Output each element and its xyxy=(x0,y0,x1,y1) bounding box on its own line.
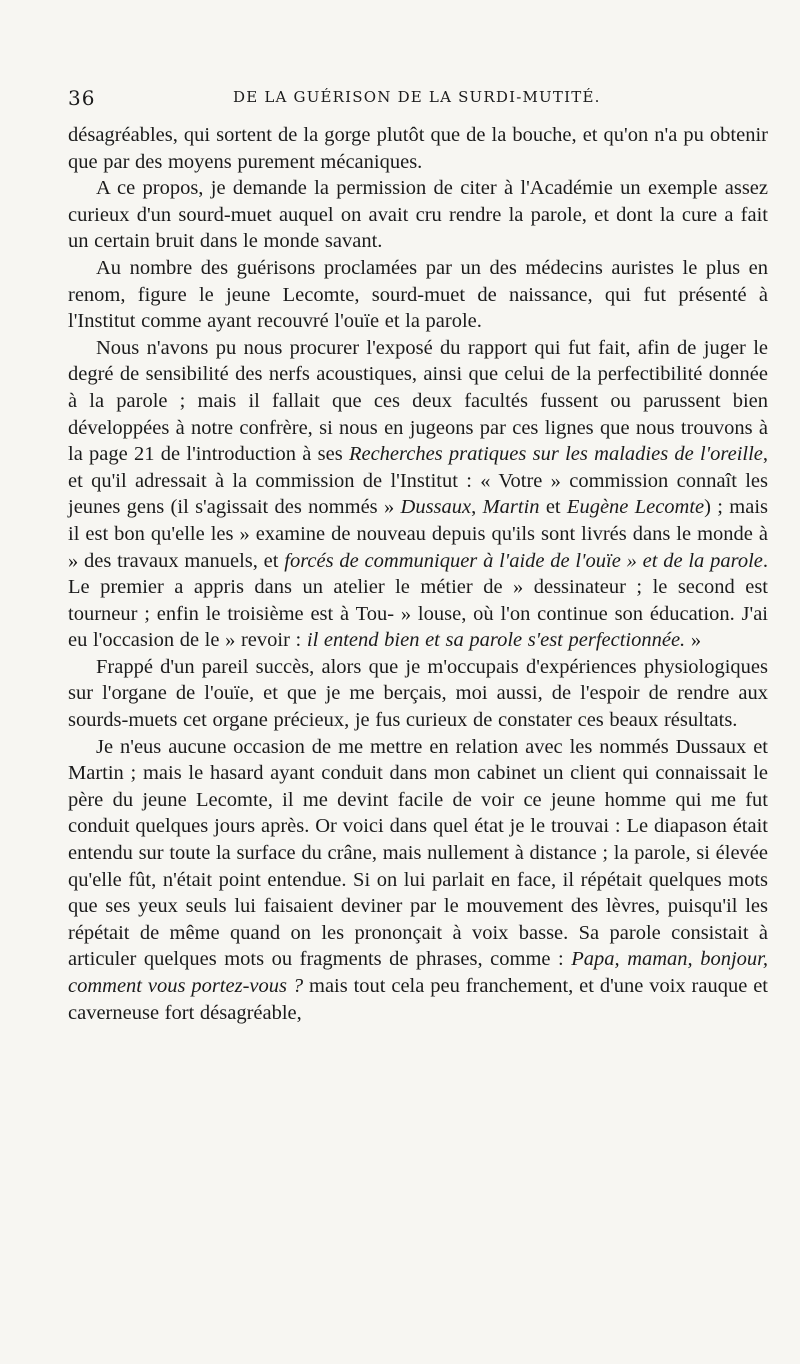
person-name: Eugène Lecomte xyxy=(566,496,705,519)
person-name: Martin xyxy=(482,496,540,519)
paragraph-1: désagréables, qui sortent de la gorge plutôt que de la bouche, et qu'on n'a pu obtenir que par des moyens purement mécaniques. xyxy=(68,124,768,173)
paragraph-5: Frappé d'un pareil succès, alors que je m'occupais d'expériences physiologiques sur l'organe de l'ouïe, et que je me berçais, moi aussi, de l'espoir de rendre aux sourds-muets cet organe précieux, je fus curieux de constater ces beaux résultats. xyxy=(68,655,768,732)
paragraph-6-text: Je n'eus aucune occasion de me mettre en relation avec les nommés Dussaux et Martin ; mais le hasard ayant conduit dans mon cabinet un client qui connaissait le père du jeune Lecomte, il me devint facile de voir ce jeune homme qui me fut conduit quelques jours après. Or voici dans quel état je le trouvai : Le diapason était entendu sur toute la surface du crâne, mais nullement à distance ; la parole, si élevée qu'elle fût, n'était point entendue. Si on lui parlait en face, il répétait quelques mots que ses yeux seuls lui faisaient deviner par le mouvement des lèvres, puisqu'il les répétait de même quand on les prononçait à voix basse. Sa parole consistait à articuler quelques mots ou fragments de phrases, comme : xyxy=(68,735,768,971)
paragraph-4-text: et xyxy=(539,496,567,519)
page-number: 36 xyxy=(68,86,96,110)
paragraph-2: A ce propos, je demande la permission de citer à l'Académie un exemple assez curieux d'un sourd-muet auquel on avait cru rendre la parole, et dont la cure a fait un certain bruit dans le monde savant. xyxy=(68,177,768,253)
paragraph-4-text: , xyxy=(471,496,483,519)
paragraph-4-text: ) ; mais il est bon qu'elle les » examine de nouveau depuis qu'ils sont livrés dans le monde à » des travaux manuels, et xyxy=(68,496,769,572)
paragraph-6 xyxy=(68,734,768,1027)
emphasis-quote: forcés de communiquer à l'aide de l'ouïe » et de la parole xyxy=(284,549,763,572)
emphasis-quote: il entend bien et sa parole s'est perfectionnée. xyxy=(306,629,686,652)
paragraph-6-text: mais tout cela peu franchement, et d'une voix rauque et caverneuse fort désagréable, xyxy=(68,975,769,1024)
body-text xyxy=(68,122,768,1026)
running-head: DE LA GUÉRISON DE LA SURDI-MUTITÉ. xyxy=(233,88,601,106)
page-header xyxy=(68,86,768,116)
person-name: Dussaux xyxy=(400,496,472,519)
paragraph-4-text: , et qu'il adressait à la commission de l'Institut : « Votre » commission connaît les jeunes gens (il s'agissait des nommés » xyxy=(68,443,769,519)
paragraph-4 xyxy=(68,335,768,654)
paragraph-4-text: » xyxy=(685,629,702,652)
paragraph-4-text: Nous n'avons pu nous procurer l'exposé du rapport qui fut fait, afin de juger le degré de sensibilité des nerfs acoustiques, ainsi que celui de la perfectibilité donnée à la parole ; mais il fallait que ces deux facultés fussent ou parussent bien développées à notre confrère, si nous en jugeons par ces lignes que nous trouvons à la page 21 de l'introduction à ses xyxy=(68,336,768,466)
spoken-words: Papa, maman, bonjour, comment vous portez-vous ? xyxy=(68,948,768,997)
book-title: Recherches pratiques sur les maladies de l'oreille xyxy=(348,443,763,466)
paragraph-3: Au nombre des guérisons proclamées par un des médecins auristes le plus en renom, figure le jeune Lecomte, sourd-muet de naissance, qui fut présenté à l'Institut comme ayant recouvré l'ouïe et la parole. xyxy=(68,256,768,333)
paragraph-4-text: . Le premier a appris dans un atelier le métier de » dessinateur ; le second est tourneur ; enfin le troisième est à Tou- » louse, où l'on continue son éducation. J'ai eu l'occasion de le » revoir : xyxy=(68,549,768,652)
